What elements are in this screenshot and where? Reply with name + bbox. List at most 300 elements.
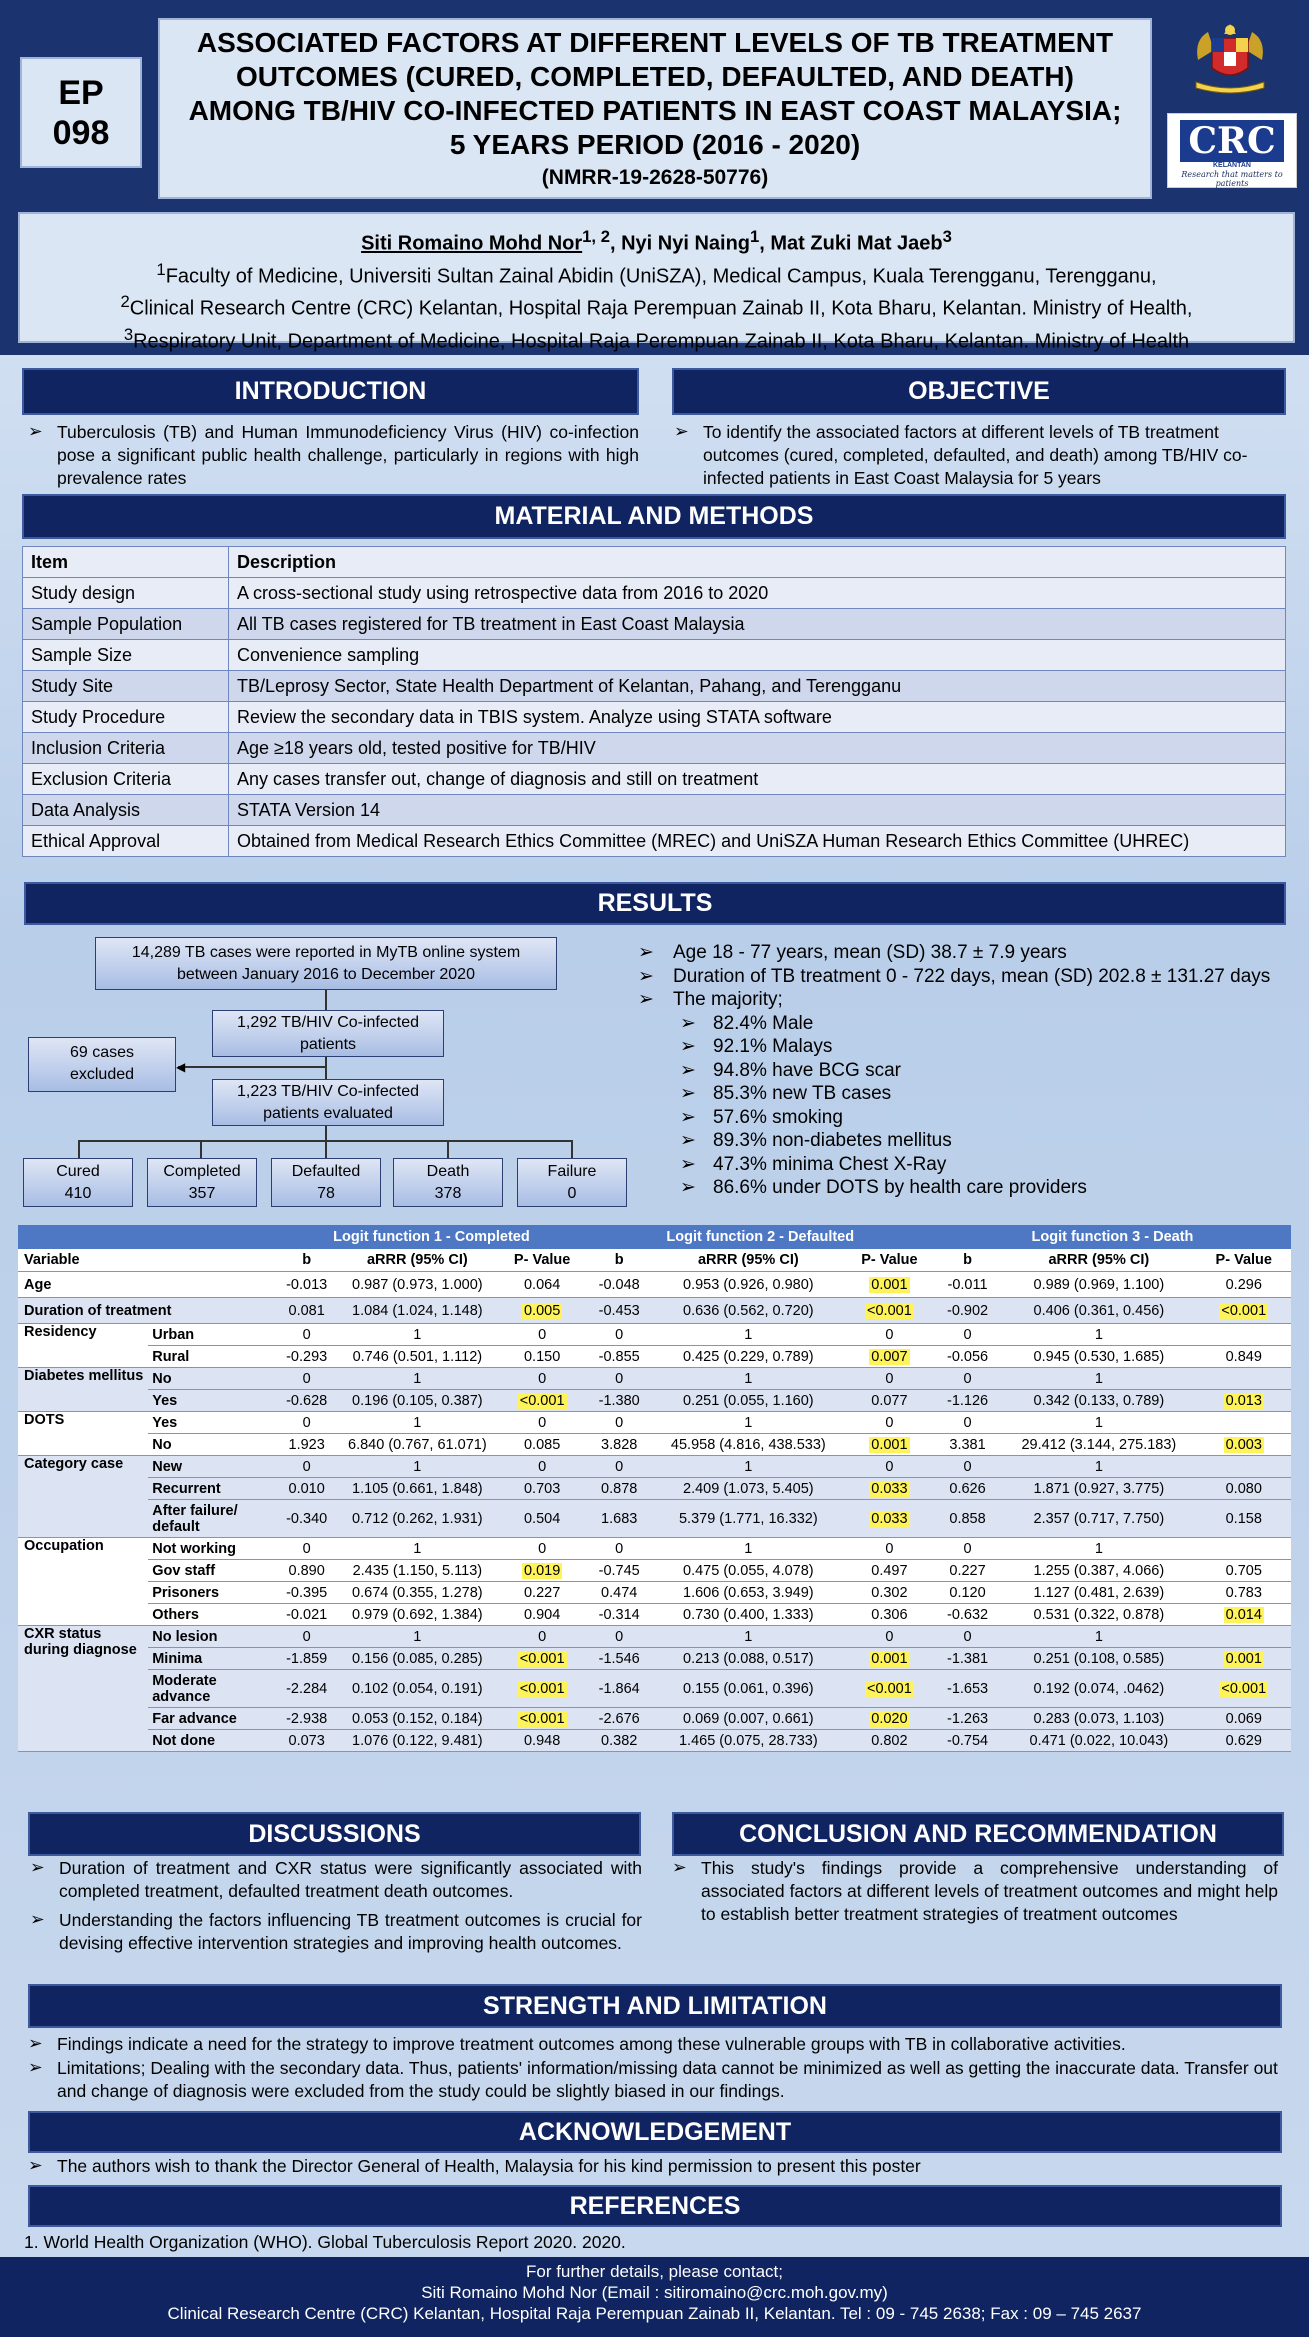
table-cell	[1001, 1648, 1196, 1670]
table-cell	[337, 1434, 498, 1456]
table-cell	[587, 1626, 652, 1648]
table-cell	[934, 1560, 1001, 1582]
table-cell	[498, 1346, 587, 1368]
author-2: , Nyi Nyi Naing	[609, 232, 750, 255]
table-cell	[498, 1298, 587, 1324]
col-p: P- Value	[1197, 1249, 1291, 1272]
methods-desc: Age ≥18 years old, tested positive for TB/HIV	[229, 733, 1286, 764]
majority-item: ➢ 89.3% non-diabetes mellitus	[638, 1129, 1298, 1153]
table-cell	[1197, 1346, 1291, 1368]
strength-heading: STRENGTH AND LIMITATION	[28, 1984, 1282, 2028]
methods-desc: TB/Leprosy Sector, State Health Department of Kelantan, Pahang, and Terengganu	[229, 671, 1286, 702]
table-cell	[587, 1500, 652, 1538]
table-cell	[498, 1412, 587, 1434]
cell-value: 0	[963, 1458, 972, 1475]
table-cell	[1001, 1456, 1196, 1478]
table-cell	[587, 1478, 652, 1500]
cell-value: 1.255 (0.387, 4.066)	[1033, 1562, 1165, 1579]
cell-value: 1.871 (0.927, 3.775)	[1033, 1480, 1165, 1497]
table-cell	[934, 1434, 1001, 1456]
table-cell	[1197, 1272, 1291, 1298]
table-cell	[587, 1560, 652, 1582]
table-cell	[934, 1648, 1001, 1670]
cell-value: 0.158	[1225, 1510, 1262, 1527]
table-cell	[1197, 1478, 1291, 1500]
table-cell	[587, 1324, 652, 1346]
footer-line-2: Siti Romaino Mohd Nor (Email : sitiromaino@crc.moh.gov.my)	[421, 2283, 888, 2302]
category-name: After failure/ default	[148, 1500, 276, 1538]
cell-value: 0.227	[949, 1562, 986, 1579]
cell-value: 1	[1094, 1540, 1103, 1557]
cell-value: 0.213 (0.088, 0.517)	[683, 1650, 814, 1667]
cell-value: -2.676	[598, 1710, 640, 1727]
cell-value: 0.102 (0.054, 0.191)	[352, 1680, 483, 1697]
author-names	[20, 224, 1293, 257]
significant-p-value: 0.013	[1225, 1392, 1262, 1409]
table-cell	[498, 1324, 587, 1346]
cell-value: 0.703	[523, 1480, 561, 1497]
table-cell	[587, 1708, 652, 1730]
cell-value: 1	[413, 1414, 422, 1431]
logit-group-death: Logit function 3 - Death	[934, 1225, 1291, 1249]
cell-value: 29.412 (3.144, 275.183)	[1021, 1436, 1177, 1453]
cell-value: 0.150	[523, 1348, 561, 1365]
cell-value: 0	[302, 1540, 311, 1557]
flow-arrow-icon: ◀	[176, 1060, 186, 1074]
methods-item: Exclusion Criteria	[23, 764, 229, 795]
affiliation-3	[20, 322, 1293, 355]
cell-value: 0.878	[601, 1480, 638, 1497]
conclusion-body	[666, 1857, 1278, 1932]
cell-value: 0	[538, 1458, 547, 1475]
summary-item: ➢ Duration of TB treatment 0 - 722 days, mean (SD) 202.8 ± 131.27 days	[638, 965, 1298, 989]
cell-value: 0.746 (0.501, 1.112)	[352, 1348, 483, 1365]
table-cell	[337, 1648, 498, 1670]
cell-value: 0.053 (0.152, 0.184)	[352, 1710, 483, 1727]
cell-value: 1	[744, 1458, 753, 1475]
table-cell	[587, 1538, 652, 1560]
methods-row	[23, 764, 1286, 795]
footer-line-1: For further details, please contact;	[525, 2262, 784, 2281]
cell-value: 0.504	[523, 1510, 561, 1527]
cell-value: 0	[615, 1628, 624, 1645]
acknowledgement-text: ➢ The authors wish to thank the Director General of Health, Malaysia for his kind permission to present this poster	[22, 2155, 1282, 2178]
cell-value: 0.953 (0.926, 0.980)	[683, 1276, 814, 1293]
majority-item: ➢ 94.8% have BCG scar	[638, 1059, 1298, 1083]
cell-value: 0	[538, 1414, 547, 1431]
majority-item: ➢ 57.6% smoking	[638, 1106, 1298, 1130]
variable-name: Age	[18, 1272, 276, 1298]
cell-value: -1.859	[286, 1650, 328, 1667]
variable-name: Occupation	[18, 1538, 148, 1626]
table-cell	[1001, 1582, 1196, 1604]
table-cell	[652, 1648, 845, 1670]
table-cell	[498, 1434, 587, 1456]
cell-value: 0	[615, 1326, 624, 1343]
table-cell	[587, 1272, 652, 1298]
table-cell	[337, 1412, 498, 1434]
cell-value: -0.453	[598, 1302, 640, 1319]
table-cell	[652, 1708, 845, 1730]
table-cell	[845, 1582, 934, 1604]
table-cell	[1197, 1434, 1291, 1456]
table-cell	[498, 1538, 587, 1560]
methods-item: Inclusion Criteria	[23, 733, 229, 764]
flow-coinfected	[212, 1010, 444, 1057]
col-b: b	[587, 1249, 652, 1272]
table-cell	[276, 1708, 337, 1730]
table-row	[18, 1324, 1291, 1346]
table-cell	[845, 1538, 934, 1560]
cell-value: 0.705	[1225, 1562, 1262, 1579]
variable-name: DOTS	[18, 1412, 148, 1456]
table-cell	[276, 1582, 337, 1604]
flow-coinf-line1: 1,292 TB/HIV Co-infected	[236, 1014, 420, 1031]
table-cell	[337, 1478, 498, 1500]
author-2-sup: 1	[750, 227, 760, 246]
significant-p-value: <0.001	[867, 1680, 912, 1697]
aff2-text: Clinical Research Centre (CRC) Kelantan, Hospital Raja Perempuan Zainab II, Kota Bharu, Kelantan. Ministry of Health,	[129, 297, 1193, 320]
table-row	[18, 1648, 1291, 1670]
table-cell	[845, 1324, 934, 1346]
cell-value: 0	[885, 1458, 894, 1475]
table-cell	[652, 1604, 845, 1626]
table-cell	[1197, 1500, 1291, 1538]
table-cell	[587, 1670, 652, 1708]
table-cell	[276, 1560, 337, 1582]
ep-code-line1: EP	[58, 74, 104, 112]
flow-excl-line2: excluded	[69, 1066, 135, 1083]
category-name: Yes	[148, 1412, 276, 1434]
methods-desc: All TB cases registered for TB treatment in East Coast Malaysia	[229, 609, 1286, 640]
table-cell	[587, 1390, 652, 1412]
table-cell	[337, 1346, 498, 1368]
significant-p-value: 0.020	[871, 1710, 908, 1727]
majority-item: ➢ 85.3% new TB cases	[638, 1082, 1298, 1106]
table-cell	[652, 1272, 845, 1298]
cell-value: 0	[302, 1628, 311, 1645]
cell-value: 0.531 (0.322, 0.878)	[1033, 1606, 1165, 1623]
cell-value: -1.263	[946, 1710, 989, 1727]
cell-value: 0.251 (0.108, 0.585)	[1033, 1650, 1165, 1667]
flow-connector	[78, 1140, 80, 1158]
table-cell	[337, 1272, 498, 1298]
flow-connector	[325, 1126, 327, 1140]
table-cell	[337, 1500, 498, 1538]
table-cell	[276, 1604, 337, 1626]
col-b: b	[276, 1249, 337, 1272]
flow-total-line1: 14,289 TB cases were reported in MyTB online system	[131, 944, 521, 961]
significant-p-value: 0.007	[871, 1348, 908, 1365]
category-name: Yes	[148, 1390, 276, 1412]
table-row	[18, 1730, 1291, 1752]
table-cell	[1197, 1456, 1291, 1478]
table-cell	[1001, 1730, 1196, 1752]
table-cell	[934, 1456, 1001, 1478]
variable-name: Category case	[18, 1456, 148, 1538]
cell-value: 2.409 (1.073, 5.405)	[683, 1480, 814, 1497]
table-cell	[1197, 1708, 1291, 1730]
significant-p-value: 0.033	[871, 1510, 908, 1527]
table-cell	[587, 1368, 652, 1390]
category-name: Minima	[148, 1648, 276, 1670]
significant-p-value: <0.001	[519, 1650, 565, 1667]
methods-row	[23, 671, 1286, 702]
discussion-item: ➢ Understanding the factors influencing TB treatment outcomes is crucial for devising effective intervention strategies and improving health outcomes.	[24, 1909, 642, 1955]
table-cell	[1001, 1478, 1196, 1500]
table-cell	[845, 1708, 934, 1730]
significant-p-value: 0.033	[871, 1480, 908, 1497]
methods-desc: STATA Version 14	[229, 795, 1286, 826]
ep-code-line2: 098	[52, 114, 110, 152]
table-cell	[498, 1582, 587, 1604]
table-cell	[1001, 1346, 1196, 1368]
cell-value: 0.626	[949, 1480, 986, 1497]
cell-value: 0.474	[601, 1584, 638, 1601]
cell-value: 0.196 (0.105, 0.387)	[352, 1392, 483, 1409]
cell-value: 6.840 (0.767, 61.071)	[348, 1436, 487, 1453]
contact-footer	[0, 2257, 1309, 2337]
methods-row	[23, 795, 1286, 826]
table-cell	[337, 1626, 498, 1648]
cell-value: 0.085	[523, 1436, 561, 1453]
cell-value: 0.406 (0.361, 0.456)	[1033, 1302, 1165, 1319]
table-cell	[934, 1324, 1001, 1346]
table-cell	[1197, 1582, 1291, 1604]
col-p: P- Value	[498, 1249, 587, 1272]
table-cell	[845, 1626, 934, 1648]
table-row	[18, 1390, 1291, 1412]
outcome-count: 78	[317, 1185, 335, 1202]
table-cell	[337, 1456, 498, 1478]
outcome-count: 357	[188, 1185, 216, 1202]
methods-item: Study Site	[23, 671, 229, 702]
cell-value: 0.073	[288, 1732, 325, 1749]
cell-value: 0	[538, 1326, 547, 1343]
table-cell	[337, 1390, 498, 1412]
cell-value: 0.497	[871, 1562, 908, 1579]
methods-desc: A cross-sectional study using retrospective data from 2016 to 2020	[229, 578, 1286, 609]
table-cell	[1197, 1324, 1291, 1346]
table-cell	[276, 1368, 337, 1390]
significant-p-value: <0.001	[519, 1710, 565, 1727]
flow-eval-line1: 1,223 TB/HIV Co-infected	[236, 1083, 420, 1100]
cell-value: 3.381	[949, 1436, 986, 1453]
cell-value: 0.904	[523, 1606, 561, 1623]
table-cell	[934, 1626, 1001, 1648]
title-line-2: OUTCOMES (CURED, COMPLETED, DEFAULTED, AND DEATH)	[236, 61, 1074, 92]
table-cell	[498, 1368, 587, 1390]
table-cell	[1001, 1604, 1196, 1626]
table-cell	[934, 1604, 1001, 1626]
cell-value: 3.828	[601, 1436, 638, 1453]
cell-value: 0	[538, 1540, 547, 1557]
ep-code-box	[20, 57, 142, 168]
cell-value: 0.306	[871, 1606, 908, 1623]
cell-value: -0.628	[286, 1392, 328, 1409]
outcome-label: Failure	[547, 1163, 597, 1180]
table-cell	[276, 1324, 337, 1346]
summary-item: ➢ The majority;	[638, 988, 1298, 1012]
flow-connector	[325, 990, 327, 1010]
cell-value: -0.754	[946, 1732, 989, 1749]
cell-value: 0	[615, 1370, 624, 1387]
methods-col-desc: Description	[229, 547, 1286, 578]
cell-value: 0.296	[1225, 1276, 1262, 1293]
crc-logo-sub: KELANTAN	[1213, 162, 1251, 169]
flow-connector	[200, 1140, 202, 1158]
table-cell	[845, 1412, 934, 1434]
table-cell	[1001, 1434, 1196, 1456]
conclusion-text: ➢ This study's findings provide a comprehensive understanding of associated factors at different levels of treatment outcomes and might help to establish better treatment strategies of treatment outcomes	[666, 1857, 1278, 1926]
category-name: No	[148, 1434, 276, 1456]
outcome-label: Death	[426, 1163, 470, 1180]
table-cell	[1197, 1390, 1291, 1412]
table-row	[18, 1478, 1291, 1500]
cell-value: 0	[615, 1540, 624, 1557]
table-cell	[276, 1272, 337, 1298]
cell-value: -1.864	[598, 1680, 640, 1697]
cell-value: -0.855	[598, 1348, 640, 1365]
outcome-label: Completed	[163, 1163, 241, 1180]
table-cell	[934, 1708, 1001, 1730]
table-cell	[934, 1730, 1001, 1752]
table-cell	[276, 1434, 337, 1456]
flow-coinf-line2: patients	[299, 1036, 357, 1053]
cell-value: 0.987 (0.973, 1.000)	[352, 1276, 483, 1293]
cell-value: 0.858	[949, 1510, 986, 1527]
table-cell	[1001, 1324, 1196, 1346]
cell-value: 5.379 (1.771, 16.332)	[678, 1510, 818, 1527]
table-cell	[498, 1730, 587, 1752]
methods-heading: MATERIAL AND METHODS	[22, 494, 1286, 539]
cell-value: 1	[1094, 1326, 1103, 1343]
significant-p-value: 0.001	[871, 1276, 908, 1293]
cell-value: 0.227	[523, 1584, 561, 1601]
methods-item: Study design	[23, 578, 229, 609]
flow-connector	[571, 1140, 573, 1158]
methods-item: Ethical Approval	[23, 826, 229, 857]
introduction-body	[22, 421, 639, 496]
table-cell	[276, 1478, 337, 1500]
outcome-label: Cured	[56, 1163, 100, 1180]
cell-value: 1	[1094, 1414, 1103, 1431]
table-row	[18, 1272, 1291, 1298]
cell-value: 0.730 (0.400, 1.333)	[683, 1606, 814, 1623]
footer-line-3: Clinical Research Centre (CRC) Kelantan, Hospital Raja Perempuan Zainab II, Kelantan. Tel : 09 - 745 2638; Fax : 09 – 745 2637	[167, 2304, 1142, 2323]
cell-value: 0.783	[1225, 1584, 1262, 1601]
cell-value: 0.283 (0.073, 1.103)	[1033, 1710, 1165, 1727]
table-cell	[652, 1456, 845, 1478]
table-cell	[652, 1478, 845, 1500]
cell-value: 0.081	[288, 1302, 325, 1319]
cell-value: 1	[413, 1326, 422, 1343]
methods-item: Sample Population	[23, 609, 229, 640]
objective-body	[668, 421, 1284, 496]
table-cell	[845, 1368, 934, 1390]
affiliation-2	[20, 289, 1293, 322]
majority-item: ➢ 86.6% under DOTS by health care providers	[638, 1176, 1298, 1200]
cell-value: 0.382	[601, 1732, 638, 1749]
flow-excl-line1: 69 cases	[69, 1044, 135, 1061]
significant-p-value: <0.001	[1221, 1302, 1267, 1319]
cell-value: 1	[1094, 1370, 1103, 1387]
cell-value: 1	[744, 1628, 753, 1645]
crc-logo-text: CRC	[1180, 120, 1284, 162]
majority-item: ➢ 47.3% minima Chest X-Ray	[638, 1153, 1298, 1177]
cell-value: 1	[744, 1370, 753, 1387]
cell-value: 0	[963, 1326, 972, 1343]
table-cell	[337, 1730, 498, 1752]
cell-value: 1	[413, 1458, 422, 1475]
table-cell	[1197, 1560, 1291, 1582]
cell-value: 1.084 (1.024, 1.148)	[352, 1302, 483, 1319]
methods-row	[23, 578, 1286, 609]
table-cell	[337, 1708, 498, 1730]
table-cell	[1001, 1368, 1196, 1390]
cell-value: -0.056	[946, 1348, 989, 1365]
table-cell	[337, 1298, 498, 1324]
cell-value: -0.013	[286, 1276, 328, 1293]
cell-value: 0.471 (0.022, 10.043)	[1029, 1732, 1169, 1749]
table-cell	[276, 1456, 337, 1478]
table-cell	[276, 1626, 337, 1648]
table-row	[18, 1560, 1291, 1582]
category-name: Rural	[148, 1346, 276, 1368]
cell-value: -0.395	[286, 1584, 328, 1601]
table-cell	[652, 1582, 845, 1604]
strength-body	[22, 2033, 1282, 2109]
table-cell	[845, 1730, 934, 1752]
significant-p-value: 0.014	[1225, 1606, 1262, 1623]
cell-value: 0.802	[871, 1732, 908, 1749]
table-row	[18, 1412, 1291, 1434]
summary-item: ➢ Age 18 - 77 years, mean (SD) 38.7 ± 7.9 years	[638, 941, 1298, 965]
table-cell	[276, 1390, 337, 1412]
table-cell	[587, 1648, 652, 1670]
table-row	[18, 1670, 1291, 1708]
table-cell	[1197, 1368, 1291, 1390]
cell-value: 45.958 (4.816, 438.533)	[670, 1436, 826, 1453]
aff1-text: Faculty of Medicine, Universiti Sultan Zainal Abidin (UniSZA), Medical Campus, Kuala Terengganu, Terengganu,	[165, 265, 1157, 288]
methods-col-item: Item	[23, 547, 229, 578]
cell-value: 0.674 (0.355, 1.278)	[352, 1584, 483, 1601]
table-cell	[1001, 1390, 1196, 1412]
table-cell	[498, 1670, 587, 1708]
methods-row	[23, 733, 1286, 764]
significant-p-value: <0.001	[519, 1392, 565, 1409]
table-row	[18, 1298, 1291, 1324]
majority-item: ➢ 92.1% Malays	[638, 1035, 1298, 1059]
table-row	[18, 1538, 1291, 1560]
table-row	[18, 1456, 1291, 1478]
table-cell	[1001, 1560, 1196, 1582]
table-cell	[276, 1412, 337, 1434]
cell-value: 1.076 (0.122, 9.481)	[352, 1732, 483, 1749]
cell-value: 0.120	[949, 1584, 986, 1601]
flow-connector	[178, 1066, 326, 1068]
table-cell	[276, 1500, 337, 1538]
cell-value: -0.293	[286, 1348, 328, 1365]
methods-desc: Any cases transfer out, change of diagnosis and still on treatment	[229, 764, 1286, 795]
outcome-count: 378	[434, 1185, 462, 1202]
table-cell	[1197, 1604, 1291, 1626]
methods-row	[23, 702, 1286, 733]
variable-name: Duration of treatment	[18, 1298, 276, 1324]
cell-value: 2.357 (0.717, 7.750)	[1033, 1510, 1165, 1527]
cell-value: -2.284	[286, 1680, 328, 1697]
table-cell	[934, 1670, 1001, 1708]
